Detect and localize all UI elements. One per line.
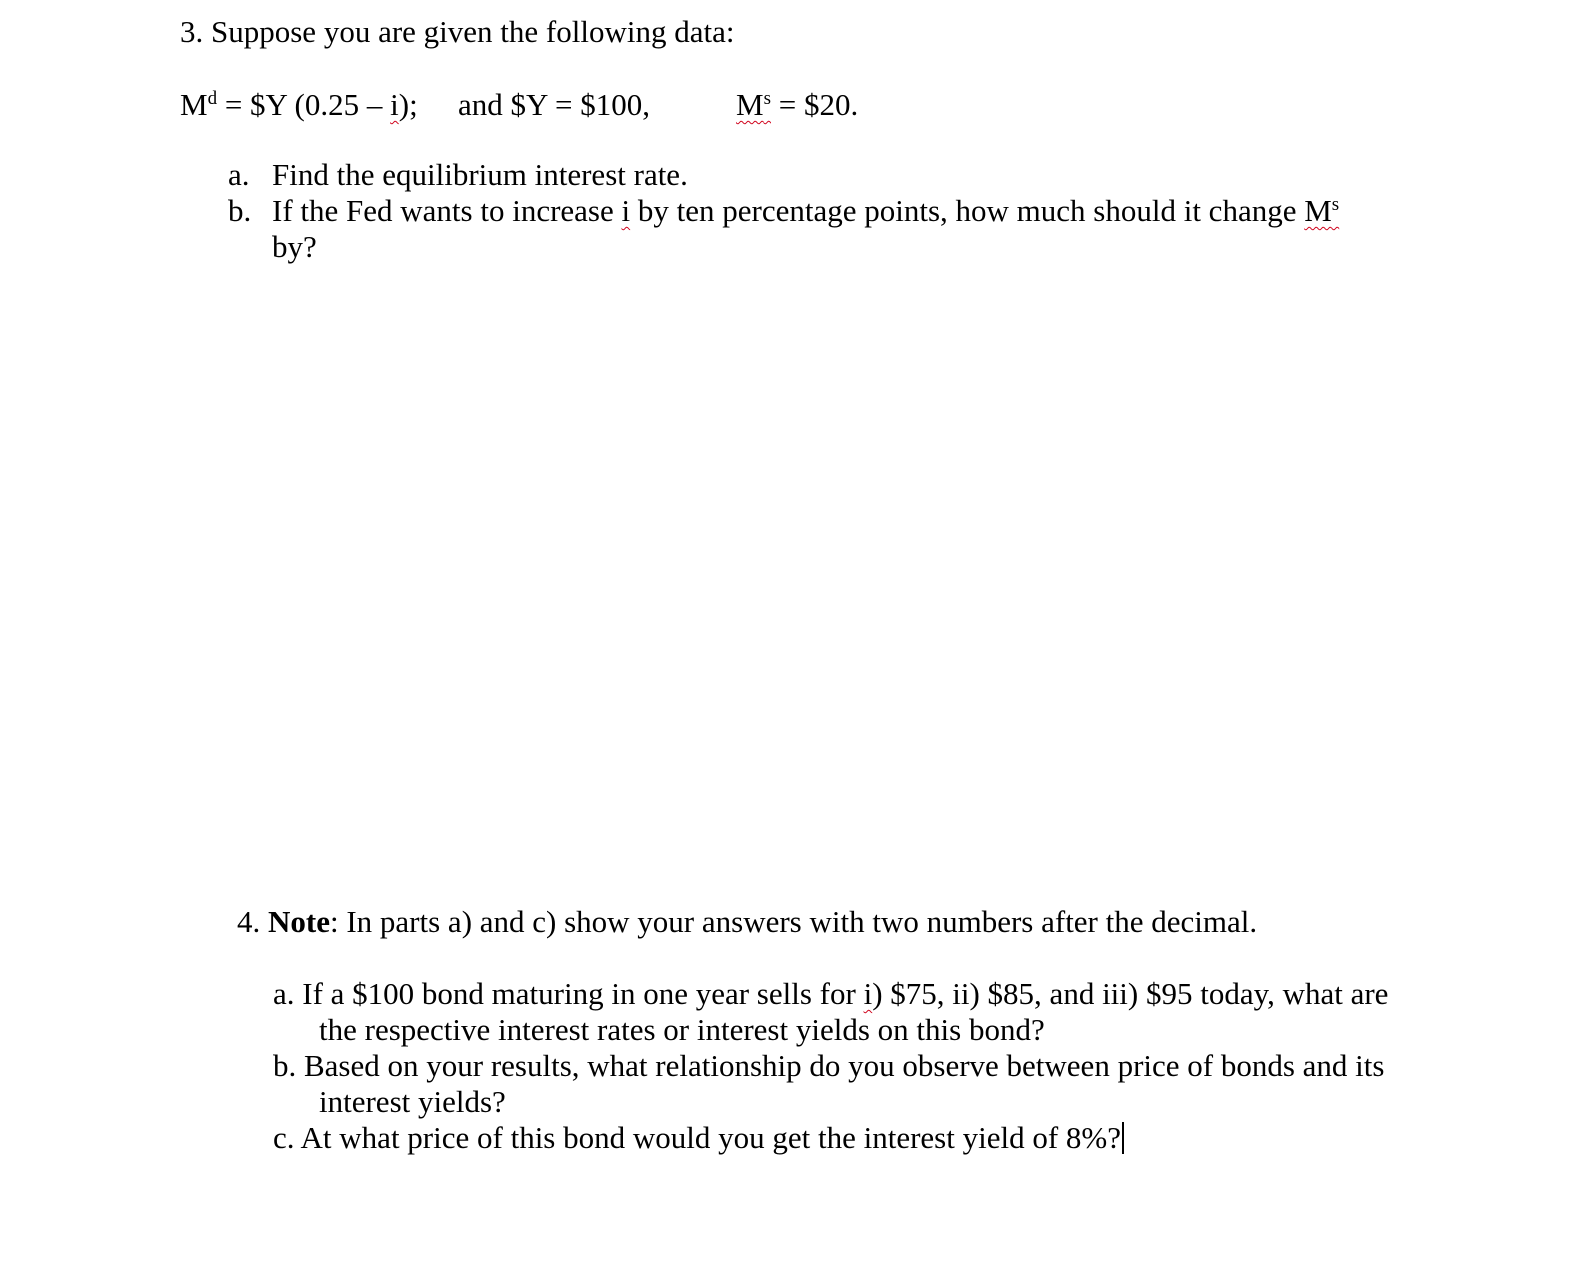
q4-part-b-line2: interest yields? — [319, 1084, 506, 1119]
q4-part-a-line1 — [273, 976, 1388, 1012]
interest-symbol: i — [390, 87, 399, 122]
q3-heading: 3. Suppose you are given the following data: — [180, 14, 735, 49]
q3-part-b-ms-label: M — [1304, 193, 1332, 228]
q3-part-b — [228, 193, 1339, 229]
text-cursor — [1122, 1122, 1124, 1154]
q3-part-a — [228, 157, 688, 193]
q4-note — [237, 904, 1257, 940]
md-label: M — [180, 87, 208, 122]
q3-part-b-interest-symbol: i — [621, 193, 631, 228]
money-demand-equation — [180, 87, 418, 123]
q4-note-bold: Note — [268, 904, 330, 939]
q4-part-a-pre: a. If a $100 bond maturing in one year sells for — [273, 976, 864, 1011]
q4-note-text: : In parts a) and c) show your answers with two numbers after the decimal. — [329, 904, 1258, 939]
ms-equation: = $20. — [770, 87, 859, 122]
q4-part-a-roman-i: i — [863, 976, 873, 1011]
ms-symbol — [736, 87, 771, 122]
q4-part-a-post: ) $75, ii) $85, and iii) $95 today, what are — [872, 976, 1389, 1011]
q3-part-a-text: Find the equilibrium interest rate. — [272, 157, 688, 192]
q3-part-b-continuation: by? — [272, 229, 317, 264]
q4-part-b-line1: b. Based on your results, what relationship do you observe between price of bonds and its — [273, 1048, 1385, 1083]
ms-label: M — [736, 87, 764, 122]
q4-number: 4. — [237, 904, 268, 939]
q3-part-b-marker: b. — [228, 193, 252, 228]
q4-part-c-text: c. At what price of this bond would you get the interest yield of 8%? — [273, 1120, 1122, 1155]
q3-part-a-marker: a. — [228, 157, 250, 192]
md-equation-post: ); — [398, 87, 418, 122]
money-supply-equation — [736, 87, 858, 123]
md-superscript: d — [207, 88, 218, 109]
q3-part-b-text-pre: If the Fed wants to increase — [272, 193, 622, 228]
q4-part-c[interactable] — [273, 1120, 1124, 1156]
income-given: and $Y = $100, — [458, 87, 650, 122]
q4-part-a-line2: the respective interest rates or interest yields on this bond? — [319, 1012, 1045, 1047]
q3-part-b-ms-symbol — [1304, 193, 1339, 228]
q3-part-b-ms-superscript: s — [1331, 194, 1340, 215]
md-equation-pre: = $Y (0.25 – — [217, 87, 391, 122]
ms-superscript: s — [763, 88, 771, 109]
q3-part-b-text-mid: by ten percentage points, how much should it change — [630, 193, 1305, 228]
